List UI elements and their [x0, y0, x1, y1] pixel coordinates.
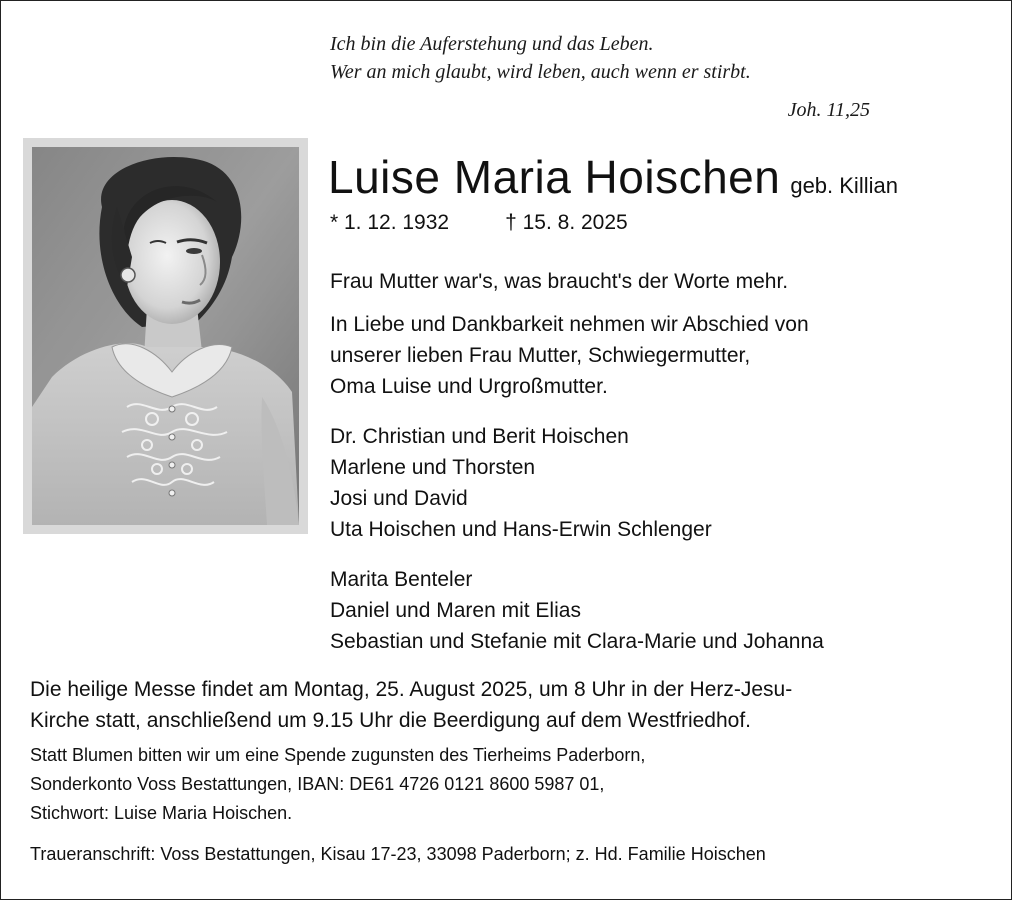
mourning-address: Traueranschrift: Voss Bestattungen, Kisau 17-23, 33098 Paderborn; z. Hd. Familie Hoischen — [30, 844, 766, 864]
bible-verse — [330, 30, 890, 86]
mass-announcement — [30, 674, 990, 736]
portrait-photo — [32, 147, 299, 525]
portrait-frame — [23, 138, 308, 534]
tribute-quote — [330, 266, 788, 297]
donation-line-2: Sonderkonto Voss Bestattungen, IBAN: DE61 4726 0121 8600 5987 01, — [30, 774, 605, 794]
life-dates — [330, 208, 628, 238]
verse-line-1: Ich bin die Auferstehung und das Leben. — [330, 33, 654, 55]
family-member: Josi und David — [330, 487, 468, 510]
verse-reference: Joh. 11,25 — [787, 99, 870, 121]
family-group-1 — [330, 421, 712, 545]
mass-line-2: Kirche statt, anschließend um 9.15 Uhr die Beerdigung auf dem Westfriedhof. — [30, 709, 752, 732]
family-member: Marita Benteler — [330, 568, 473, 591]
family-group-2 — [330, 564, 824, 657]
farewell-line-3: Oma Luise und Urgroßmutter. — [330, 375, 608, 398]
family-member: Marlene und Thorsten — [330, 456, 536, 479]
farewell-text — [330, 309, 809, 402]
death-date: † 15. 8. 2025 — [505, 211, 628, 234]
deceased-name: Luise Maria Hoischen — [328, 151, 781, 203]
family-member: Dr. Christian und Berit Hoischen — [330, 425, 629, 448]
portrait-image — [32, 147, 299, 525]
farewell-line-1: In Liebe und Dankbarkeit nehmen wir Abschied von — [330, 313, 809, 336]
donation-request — [30, 741, 645, 828]
verse-line-2: Wer an mich glaubt, wird leben, auch wenn er stirbt. — [330, 61, 751, 83]
maiden-name: geb. Killian — [790, 173, 898, 198]
birth-date: * 1. 12. 1932 — [330, 211, 450, 234]
family-member: Uta Hoischen und Hans-Erwin Schlenger — [330, 518, 712, 541]
tribute-line: Frau Mutter war's, was braucht's der Worte mehr. — [330, 270, 789, 293]
family-member: Daniel und Maren mit Elias — [330, 599, 581, 622]
family-member: Sebastian und Stefanie mit Clara-Marie und Johanna — [330, 630, 824, 653]
donation-line-3: Stichwort: Luise Maria Hoischen. — [30, 803, 293, 823]
farewell-line-2: unserer lieben Frau Mutter, Schwiegermutter, — [330, 344, 751, 367]
deceased-name-line — [328, 146, 988, 208]
donation-line-1: Statt Blumen bitten wir um eine Spende zugunsten des Tierheims Paderborn, — [30, 745, 646, 765]
mass-line-1: Die heilige Messe findet am Montag, 25. August 2025, um 8 Uhr in der Herz-Jesu- — [30, 678, 793, 701]
